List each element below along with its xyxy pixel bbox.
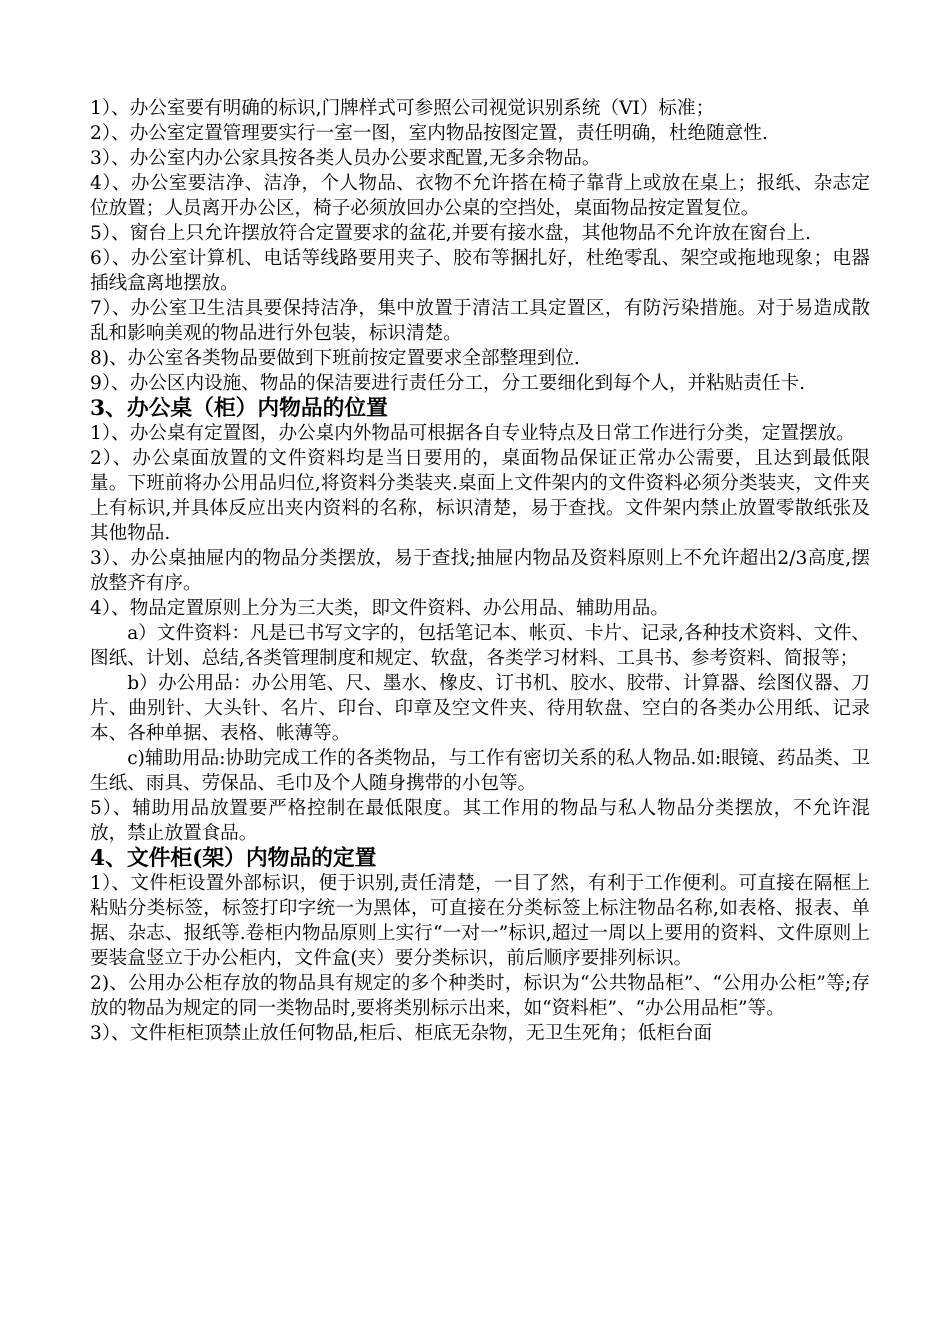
desk-subitem-a: a）文件资料：凡是已书写文字的，包括笔记本、帐页、卡片、记录,各种技术资料、文件、图纸、计划、总结,各类管理制度和规定、软盘，各类学习材料、工具书、参考资料、简报等； [90,623,870,669]
desk-rule-2: 2）、办公桌面放置的文件资料均是当日要用的，桌面物品保证正常办公需要，且达到最低限量。下班前将办公用品归位,将资料分类装夹.桌面上文件架内的文件资料必须分类装夹，文件夹上有标识,并具体反应出夹内资料的名称，标识清楚，易于查找。文件架内禁止放置零散纸张及其他物品. [90,448,870,544]
desk-rules-list [90,421,870,846]
office-rule-3: 3）、办公室内办公家具按各类人员办公要求配置,无多余物品。 [90,148,601,169]
desk-subitem-c: c)辅助用品:协助完成工作的各类物品，与工作有密切关系的私人物品.如:眼镜、药品类、卫生纸、雨具、劳保品、毛巾及个人随身携带的小包等。 [90,748,870,794]
desk-rule-3: 3）、办公桌抽屉内的物品分类摆放，易于查找;抽屉内物品及资料原则上不允许超出2/3高度,摆放整齐有序。 [90,548,870,594]
cabinet-rule-1: 1）、文件柜设置外部标识，便于识别,责任清楚，一目了然，有利于工作便利。可直接在隔框上粘贴分类标签，标签打印字统一为黑体，可直接在分类标签上标注物品名称,如表格、报表、单据、杂志、报纸等.卷柜内物品原则上实行“一对一”标识,超过一周以上要用的资料、文件原则上要装盒竖立于办公柜内，文件盒(夹）要分类标识，前后顺序要排列标识。 [90,873,870,969]
office-rule-5: 5）、窗台上只允许摆放符合定置要求的盆花,并要有接水盘，其他物品不允许放在窗台上. [90,223,811,244]
desk-rule-5: 5）、辅助用品放置要严格控制在最低限度。其工作用的物品与私人物品分类摆放，不允许混放，禁止放置食品。 [90,798,870,844]
office-rule-1: 1）、办公室要有明确的标识,门牌样式可参照公司视觉识别系统（VI）标准； [90,98,715,119]
desk-rule-1: 1）、办公桌有定置图，办公桌内外物品可根据各自专业特点及日常工作进行分类，定置摆放。 [90,423,855,444]
office-rule-2: 2）、办公室定置管理要实行一室一图，室内物品按图定置，责任明确，杜绝随意性. [90,123,768,144]
section-heading-cabinet: 4、文件柜(架）内物品的定置 [90,846,377,871]
office-rule-4: 4）、办公室要洁净、洁净，个人物品、衣物不允许搭在椅子靠背上或放在桌上；报纸、杂志定位放置；人员离开办公区，椅子必须放回办公桌的空挡处，桌面物品按定置复位。 [90,173,870,219]
section-heading-desk: 3、办公桌（柜）内物品的位置 [90,396,388,421]
office-rule-6: 6）、办公室计算机、电话等线路要用夹子、胶布等捆扎好，杜绝零乱、架空或拖地现象；电器插线盒离地摆放。 [90,248,870,294]
cabinet-rule-3: 3）、文件柜柜顶禁止放任何物品,柜后、柜底无杂物，无卫生死角；低柜台面 [90,1023,713,1044]
desk-rule-4: 4）、物品定置原则上分为三大类，即文件资料、办公用品、辅助用品。 [90,598,669,619]
document-page [90,96,870,1046]
office-rule-7: 7）、办公室卫生洁具要保持洁净，集中放置于清洁工具定置区，有防污染措施。对于易造成散乱和影响美观的物品进行外包装，标识清楚。 [90,298,870,344]
cabinet-rules-list [90,871,870,1046]
office-rule-9: 9）、办公区内设施、物品的保洁要进行责任分工，分工要细化到每个人，并粘贴责任卡. [90,373,806,394]
office-rules-list [90,96,870,396]
office-rule-8: 8)、办公室各类物品要做到下班前按定置要求全部整理到位. [90,348,580,369]
cabinet-rule-2: 2)、公用办公柜存放的物品具有规定的多个种类时，标识为“公共物品柜”、“公用办公柜”等;存放的物品为规定的同一类物品时,要将类别标示出来，如“资料柜”、“办公用品柜”等。 [90,973,870,1019]
desk-subitem-b: b）办公用品：办公用笔、尺、墨水、橡皮、订书机、胶水、胶带、计算器、绘图仪器、刀片、曲别针、大头针、名片、印台、印章及空文件夹、待用软盘、空白的各类办公用纸、记录本、各种单据、表格、帐薄等。 [90,673,870,744]
